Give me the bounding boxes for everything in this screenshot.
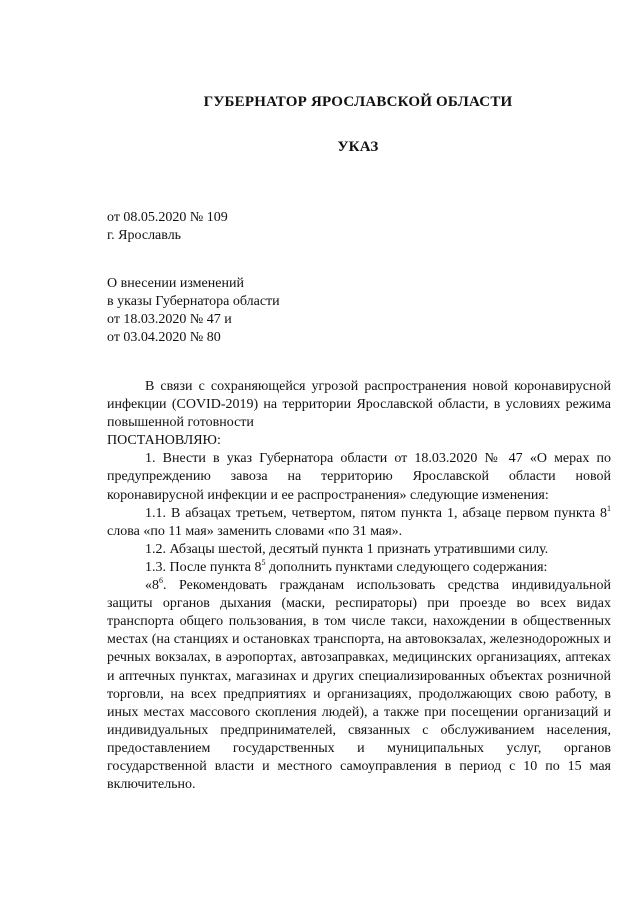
document-body [107,378,611,794]
paragraph-text: 1.3. После пункта 8 [145,559,262,575]
date-and-place-block [107,209,228,245]
paragraph-text: 1.1. В абзацах третьем, четвертом, пятом пункта 1, абзаце первом пункта 8 [145,505,607,521]
superscript: 1 [607,503,611,513]
paragraph-1-1 [107,505,611,541]
paragraph-1-3 [107,559,611,577]
document-type-heading: УКАЗ [337,139,379,155]
subject-line: в указы Губернатора области [107,294,280,309]
preamble-paragraph: В связи с сохраняющейся угрозой распространения новой коронавирусной инфекции (COVID-2019) на территории Ярославской области, в условиях режима повышенной готовности [107,379,611,431]
superscript: 5 [261,557,266,567]
subject-line: от 03.04.2020 № 80 [107,330,221,345]
date-number: от 08.05.2020 № 109 [107,210,228,225]
quoted-paragraph-8-6 [107,577,611,794]
resolve-word: ПОСТАНОВЛЯЮ: [107,433,221,449]
subject-line: О внесении изменений [107,276,244,291]
paragraph-text: дополнить пунктами следующего содержания: [265,559,548,575]
superscript: 6 [159,576,163,586]
paragraph-1: 1. Внести в указ Губернатора области от 18.03.2020 № 47 «О мерах по предупреждению завоза на территорию Ярославской области новой коронавирусной инфекции и ее распространения» следующие изменения: [107,451,611,503]
subject-block [107,275,280,347]
subject-line: от 18.03.2020 № 47 и [107,312,232,327]
paragraph-text: «8 [145,578,159,594]
city: г. Ярославль [107,228,182,243]
paragraph-text: слова «по 11 мая» заменить словами «по 31 мая». [107,523,403,539]
paragraph-text: . Рекомендовать гражданам использовать средства индивидуальной защиты органов дыхания (маски, респираторы) при проезде во всех видах транспорта общего пользования, в том числе такси, нахождении в общественных местах (на станциях и остановках транспорта, на автовокзалах, железнодорожных и речных вокзалах, в аэропортах, автозаправках, медицинских организациях, аптеках и аптечных пунктах, магазинах и других специализированных объектах розничной торговли, на всех предприятиях и организациях, продолжающих свою работу, в иных местах массового скопления людей), а также при посещении организаций и индивидуальных предпринимателей, связанных с обслуживанием населения, предоставлением государственных и муниципальных услуг, органов государственной власти и местного самоуправления в период с 10 по 15 мая включительно. [107,578,611,793]
issuing-authority-heading: ГУБЕРНАТОР ЯРОСЛАВСКОЙ ОБЛАСТИ [203,94,513,110]
paragraph-1-2: 1.2. Абзацы шестой, десятый пункта 1 признать утратившими силу. [145,541,549,557]
